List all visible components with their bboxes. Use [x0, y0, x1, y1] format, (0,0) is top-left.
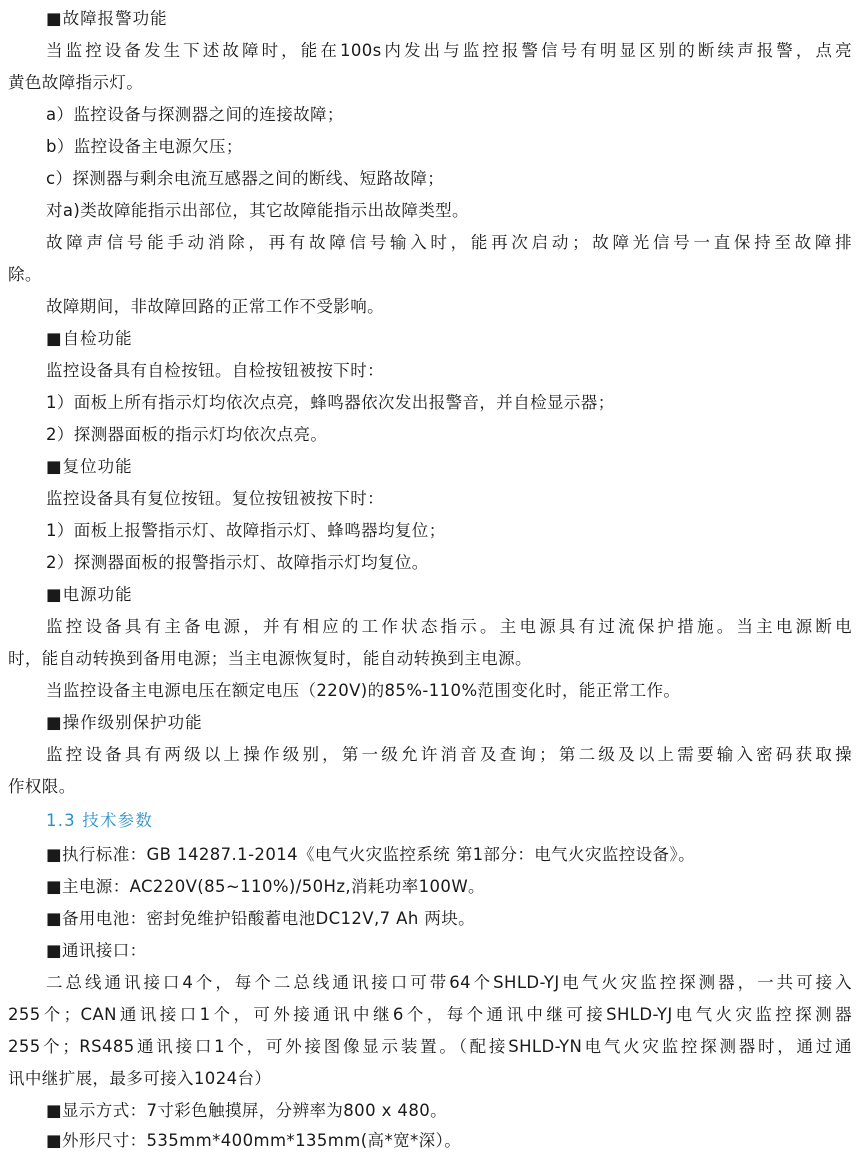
paragraph-line: 故障期间，非故障回路的正常工作不受影响。 — [46, 297, 384, 316]
spec-item-dimensions: ■外形尺寸：535mm*400mm*135mm(高*宽*深）。 — [46, 1131, 462, 1150]
section-heading-technical-parameters: 1.3 技术参数 — [46, 811, 154, 830]
paragraph-line: 作权限。 — [8, 777, 76, 796]
paragraph-line: 监控设备具有主备电源，并有相应的工作状态指示。主电源具有过流保护措施。当主电源断电 — [46, 617, 852, 636]
paragraph-line: 故障声信号能手动消除，再有故障信号输入时，能再次启动；故障光信号一直保持至故障排 — [46, 233, 852, 252]
paragraph-line: 时，能自动转换到备用电源；当主电源恢复时，能自动转换到主电源。 — [8, 649, 532, 668]
list-item: 2）探测器面板的指示灯均依次点亮。 — [46, 425, 328, 444]
heading-power: ■电源功能 — [46, 585, 133, 604]
heading-fault-alarm: ■故障报警功能 — [46, 9, 168, 28]
paragraph-line: 当监控设备发生下述故障时，能在100s内发出与监控报警信号有明显区别的断续声报警，点亮 — [46, 41, 852, 60]
paragraph-line: 监控设备具有复位按钮。复位按钮被按下时： — [46, 489, 384, 508]
list-item: 1）面板上所有指示灯均依次点亮，蜂鸣器依次发出报警音，并自检显示器； — [46, 393, 615, 412]
spec-item-backup-battery: ■备用电池：密封免维护铅酸蓄电池DC12V,7 Ah 两块。 — [46, 909, 476, 928]
paragraph-line: 255个；CAN通讯接口1个，可外接通讯中继6个，每个通讯中继可接SHLD-YJ电气火灾监控探测器 — [8, 1005, 852, 1024]
paragraph-line: 监控设备具有自检按钮。自检按钮被按下时： — [46, 361, 384, 380]
spec-item-display: ■显示方式：7寸彩色触摸屏，分辨率为800 x 480。 — [46, 1101, 448, 1120]
paragraph-line: 黄色故障指示灯。 — [8, 73, 144, 92]
heading-self-test: ■自检功能 — [46, 329, 133, 348]
heading-operation-level: ■操作级别保护功能 — [46, 713, 203, 732]
spec-item-main-power: ■主电源：AC220V(85~110%)/50Hz,消耗功率100W。 — [46, 877, 485, 896]
paragraph-line: 当监控设备主电源电压在额定电压（220V)的85%-110%范围变化时，能正常工作。 — [46, 681, 681, 700]
list-item: c）探测器与剩余电流互感器之间的断线、短路故障； — [46, 169, 445, 188]
list-item: 1）面板上报警指示灯、故障指示灯、蜂鸣器均复位； — [46, 521, 446, 540]
spec-item-comm-interface: ■通讯接口： — [46, 941, 147, 960]
heading-reset: ■复位功能 — [46, 457, 133, 476]
paragraph-line: 讯中继扩展，最多可接入1024台） — [8, 1069, 272, 1088]
list-item: 2）探测器面板的报警指示灯、故障指示灯均复位。 — [46, 553, 429, 572]
list-item: a）监控设备与探测器之间的连接故障； — [46, 105, 344, 124]
paragraph-line: 255个；RS485通讯接口1个，可外接图像显示装置。（配接SHLD-YN电气火灾监控探测器时，通过通 — [8, 1037, 852, 1056]
paragraph-line: 二总线通讯接口4个，每个二总线通讯接口可带64个SHLD-YJ电气火灾监控探测器，一共可接入 — [46, 973, 852, 992]
paragraph-line: 监控设备具有两级以上操作级别，第一级允许消音及查询；第二级及以上需要输入密码获取操 — [46, 745, 852, 764]
spec-item-standard: ■执行标准：GB 14287.1-2014《电气火灾监控系统 第1部分：电气火灾监控设备》。 — [46, 845, 696, 864]
list-item: b）监控设备主电源欠压； — [46, 137, 243, 156]
paragraph-line: 对a)类故障能指示出部位，其它故障能指示出故障类型。 — [46, 201, 469, 220]
paragraph-line: 除。 — [8, 265, 42, 284]
